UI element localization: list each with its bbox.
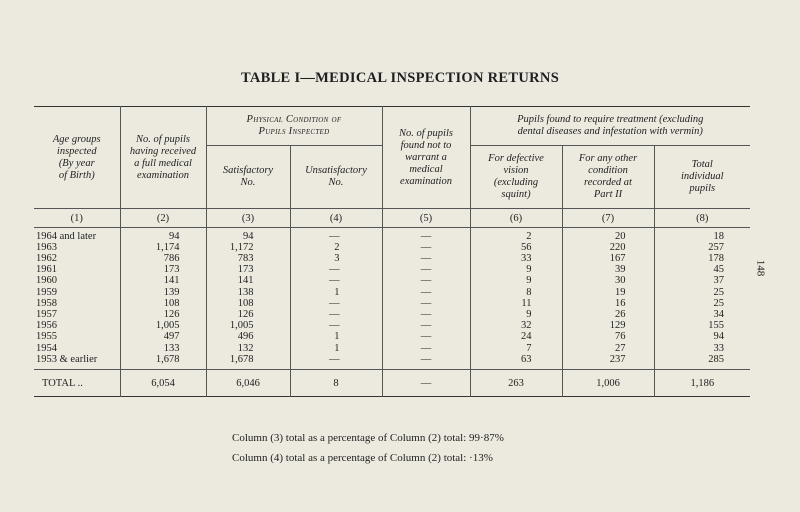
table-cell: 141	[120, 275, 206, 286]
table-cell: 1,678	[120, 354, 206, 365]
table-cell: 173	[206, 264, 290, 275]
table-cell: 1,678	[206, 354, 290, 365]
table-cell: 27	[562, 343, 654, 354]
table-cell: 9	[470, 309, 562, 320]
table-row	[34, 253, 750, 264]
table-cell: 26	[562, 309, 654, 320]
table-row	[34, 354, 750, 365]
header-treatment-group: Pupils found to require treatment (excluding dental diseases and infestation with vermin)	[470, 107, 750, 146]
table-cell: —	[382, 253, 470, 264]
header-full-exam: No. of pupils having received a full medical examination	[120, 107, 206, 209]
row-age-group: 1955	[36, 331, 57, 343]
table-cell: 133	[120, 343, 206, 354]
column-number: (6)	[470, 209, 562, 228]
table-cell: 2	[470, 231, 562, 242]
footnotes	[232, 428, 504, 468]
table-row	[34, 242, 750, 253]
table-cell: —	[290, 264, 382, 275]
table-row	[34, 331, 750, 342]
table-cell: 1	[290, 331, 382, 342]
table-cell: 32	[470, 320, 562, 331]
total-cell: 1,186	[654, 370, 750, 397]
table-cell: 220	[562, 242, 654, 253]
header-total-individual: Total individual pupils	[654, 146, 750, 209]
column-number: (2)	[120, 209, 206, 228]
table-cell: 178	[654, 253, 750, 264]
table-cell: 3	[290, 253, 382, 264]
row-age-group: 1960	[36, 275, 57, 287]
table-row	[34, 320, 750, 331]
row-age-group: 1957	[36, 308, 57, 320]
table-row	[34, 264, 750, 275]
table-cell: 25	[654, 298, 750, 309]
table-cell: 19	[562, 287, 654, 298]
table-cell: —	[382, 298, 470, 309]
column-number: (1)	[34, 209, 120, 228]
table-cell: 167	[562, 253, 654, 264]
column-number: (3)	[206, 209, 290, 228]
table-cell: 173	[120, 264, 206, 275]
row-age-group: 1958	[36, 297, 57, 309]
header-not-warrant: No. of pupils found not to warrant a medical examination	[382, 107, 470, 209]
table-cell: —	[382, 343, 470, 354]
table-cell: 141	[206, 275, 290, 286]
table-cell: 9	[470, 275, 562, 286]
table-cell: 18	[654, 231, 750, 242]
table-cell: 783	[206, 253, 290, 264]
table-cell: 285	[654, 354, 750, 365]
row-age-group: 1963	[36, 241, 57, 253]
table-cell: —	[290, 298, 382, 309]
table-cell: 108	[120, 298, 206, 309]
table-cell: 126	[120, 309, 206, 320]
row-age-group: 1959	[36, 286, 57, 298]
total-row	[34, 370, 750, 397]
table-cell: 76	[562, 331, 654, 342]
table-cell: —	[382, 231, 470, 242]
row-age-group: 1953 & earlier	[36, 353, 98, 365]
row-age-group: 1956	[36, 320, 57, 332]
total-cell: 1,006	[562, 370, 654, 397]
table-row	[34, 343, 750, 354]
table-cell: 496	[206, 331, 290, 342]
table-row	[34, 298, 750, 309]
table-cell: 138	[206, 287, 290, 298]
column-number: (4)	[290, 209, 382, 228]
total-cell: 6,046	[206, 370, 290, 397]
table-cell: 786	[120, 253, 206, 264]
table-cell: 139	[120, 287, 206, 298]
table-cell: 1,005	[120, 320, 206, 331]
footnote: Column (3) total as a percentage of Column (2) total: 99·87%	[232, 432, 504, 444]
table-cell: 237	[562, 354, 654, 365]
table-cell: 56	[470, 242, 562, 253]
table-cell: 9	[470, 264, 562, 275]
column-numbers-row	[34, 209, 750, 228]
table-cell: 16	[562, 298, 654, 309]
row-age-group: 1962	[36, 252, 57, 264]
table-cell: 129	[562, 320, 654, 331]
column-number: (7)	[562, 209, 654, 228]
table-cell: 7	[470, 343, 562, 354]
table-cell: 132	[206, 343, 290, 354]
table-cell: 25	[654, 287, 750, 298]
table-cell: —	[382, 331, 470, 342]
table-cell: 1	[290, 343, 382, 354]
table-cell: 20	[562, 231, 654, 242]
table-cell: 45	[654, 264, 750, 275]
footnote: Column (4) total as a percentage of Column (2) total: ·13%	[232, 452, 493, 464]
table-row	[34, 275, 750, 286]
column-number: (5)	[382, 209, 470, 228]
table-cell: 108	[206, 298, 290, 309]
table-cell: 497	[120, 331, 206, 342]
table-cell: 33	[470, 253, 562, 264]
table-cell: 33	[654, 343, 750, 354]
medical-inspection-table	[34, 106, 750, 397]
table-cell: —	[290, 354, 382, 365]
table-cell: 8	[470, 287, 562, 298]
header-defective-vision: For defective vision (excluding squint)	[470, 146, 562, 209]
header-unsatisfactory: Unsatisfactory No.	[290, 146, 382, 209]
total-label: TOTAL ..	[42, 377, 83, 389]
table-cell: —	[382, 275, 470, 286]
table-cell: —	[290, 320, 382, 331]
total-cell: 263	[470, 370, 562, 397]
table-row	[34, 287, 750, 298]
table-cell: —	[382, 242, 470, 253]
table-cell: 11	[470, 298, 562, 309]
row-age-group: 1964 and later	[36, 230, 97, 242]
table-cell: —	[382, 264, 470, 275]
table-body	[34, 228, 750, 365]
total-cell: 8	[290, 370, 382, 397]
column-number: (8)	[654, 209, 750, 228]
table-cell: 2	[290, 242, 382, 253]
header-age-groups: Age groups inspected (By year of Birth)	[34, 107, 120, 209]
table-cell: 94	[654, 331, 750, 342]
table-cell: 34	[654, 309, 750, 320]
table-cell: 63	[470, 354, 562, 365]
header-satisfactory: Satisfactory No.	[206, 146, 290, 209]
table-cell: 24	[470, 331, 562, 342]
table-cell: 94	[120, 231, 206, 242]
header-physical-condition: Physical Condition of Pupils Inspected	[206, 107, 382, 146]
table-title: TABLE I—MEDICAL INSPECTION RETURNS	[240, 70, 560, 86]
table-cell: —	[290, 275, 382, 286]
total-cell: —	[382, 370, 470, 397]
table-cell: —	[290, 309, 382, 320]
page-number: 148	[754, 259, 767, 277]
table-row	[34, 309, 750, 320]
table-cell: —	[382, 354, 470, 365]
table-cell: —	[382, 287, 470, 298]
table-row	[34, 231, 750, 242]
table-cell: 37	[654, 275, 750, 286]
row-age-group: 1961	[36, 264, 57, 276]
table-cell: 1,005	[206, 320, 290, 331]
table-cell: 1,174	[120, 242, 206, 253]
table-cell: 126	[206, 309, 290, 320]
total-cell: 6,054	[120, 370, 206, 397]
table-cell: 155	[654, 320, 750, 331]
table-cell: —	[382, 320, 470, 331]
table-cell: —	[382, 309, 470, 320]
table-cell: 1	[290, 287, 382, 298]
table-cell: 39	[562, 264, 654, 275]
table-cell: 257	[654, 242, 750, 253]
row-age-group: 1954	[36, 342, 57, 354]
header-other-condition: For any other condition recorded at Part II	[562, 146, 654, 209]
table-cell: 1,172	[206, 242, 290, 253]
table-cell: —	[290, 231, 382, 242]
table-cell: 94	[206, 231, 290, 242]
table-cell: 30	[562, 275, 654, 286]
